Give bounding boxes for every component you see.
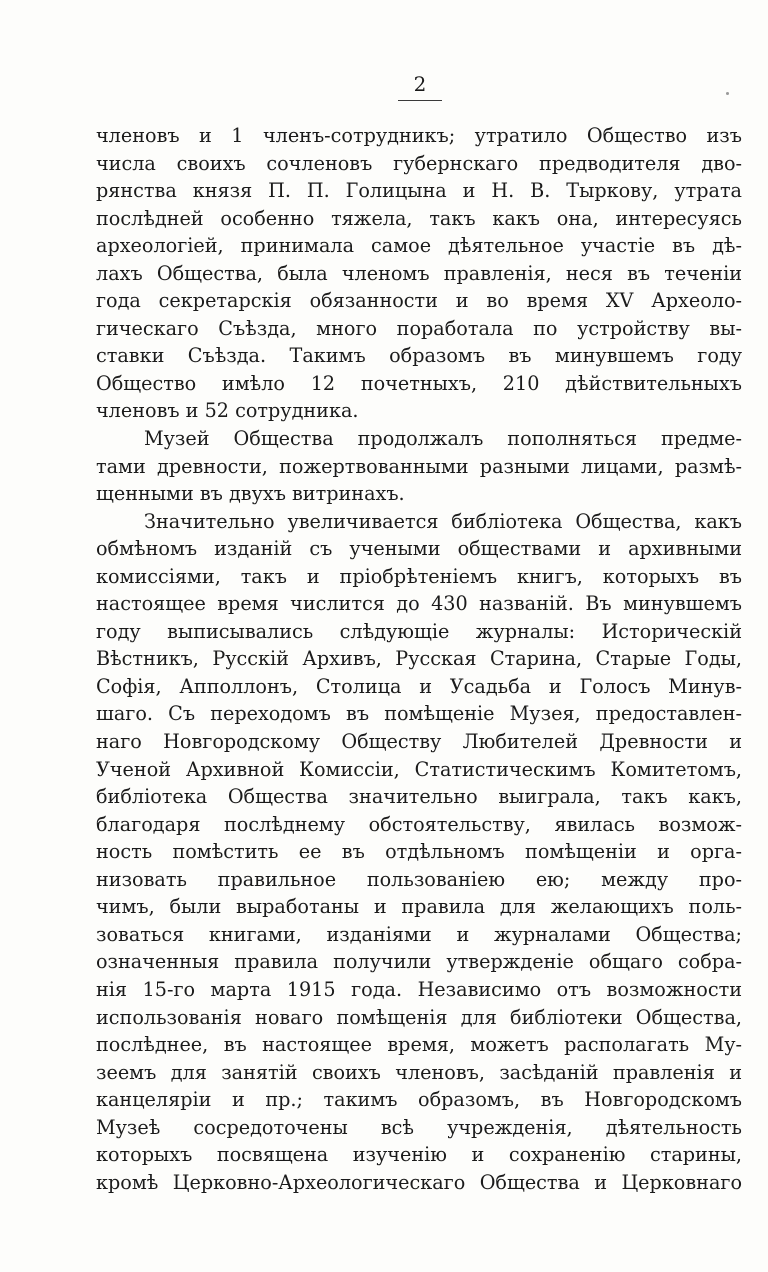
text-line: использованія новаго помѣщенія для библіотеки Общества, — [96, 1005, 742, 1029]
text-line: лахъ Общества, была членомъ правленія, неся въ теченіи — [96, 261, 742, 285]
text-line: низовать правильное пользованіею ею; между про- — [96, 867, 742, 891]
text-line: благодаря послѣднему обстоятельству, явилась возмож- — [96, 812, 742, 836]
text-line: членовъ и 1 членъ-сотрудникъ; утратило Общество изъ — [96, 124, 742, 147]
text-line: означенныя правила получили утвержденіе общаго собра- — [96, 950, 742, 974]
text-line: Вѣстникъ, Русскій Архивъ, Русская Старина, Старые Годы, — [96, 647, 742, 671]
text-line: комиссіями, такъ и пріобрѣтеніемъ книгъ, которыхъ въ — [96, 564, 742, 588]
text-line: кромѣ Церковно-Археологическаго Общества и Церковнаго — [96, 1170, 742, 1194]
text-line: настоящее время числится до 430 названій. Въ минувшемъ — [96, 592, 742, 616]
page-number: 2 — [413, 72, 427, 96]
text-line: года секретарскія обязанности и во время XV Археоло- — [96, 289, 742, 313]
text-line: ность помѣстить ее въ отдѣльномъ помѣщеніи и орга- — [96, 840, 742, 864]
text-line: наго Новгородскому Обществу Любителей Древности и — [96, 730, 742, 754]
text-line: Общество имѣло 12 почетныхъ, 210 дѣйствительныхъ — [96, 371, 742, 395]
text-line: числа своихъ сочленовъ губернскаго предводителя дво- — [96, 151, 742, 175]
text-line: году выписывались слѣдующіе журналы: Историческій — [96, 619, 742, 643]
text-line: рянства князя П. П. Голицына и Н. В. Тыркову, утрата — [96, 179, 742, 203]
text-line: нія 15-го марта 1915 года. Независимо отъ возможности — [96, 977, 742, 1001]
text-line: Музеѣ сосредоточены всѣ учрежденія, дѣятельность — [96, 1115, 742, 1139]
text-line: канцеляріи и пр.; такимъ образомъ, въ Новгородскомъ — [96, 1088, 742, 1112]
page-number-rule — [398, 100, 442, 101]
text-line: Ученой Архивной Комиссіи, Статистическимъ Комитетомъ, — [96, 757, 742, 781]
text-line: членовъ и 52 сотрудника. — [96, 399, 359, 423]
text-line: послѣднее, въ настоящее время, можетъ располагать Му- — [96, 1033, 742, 1057]
text-line: щенными въ двухъ витринахъ. — [96, 482, 405, 506]
text-line: археологіей, принимала самое дѣятельное участіе въ дѣ- — [96, 234, 742, 258]
text-line: Музей Общества продолжалъ пополняться предме- — [144, 427, 742, 451]
body-text — [96, 122, 742, 1196]
text-line: гическаго Съѣзда, много поработала по устройству вы- — [96, 316, 742, 340]
text-line: Значительно увеличивается библіотека Общества, какъ — [144, 509, 742, 533]
text-line: Софія, Апполлонъ, Столица и Усадьба и Голосъ Минув- — [96, 674, 742, 698]
text-line: библіотека Общества значительно выиграла, такъ какъ, — [96, 785, 742, 809]
text-line: послѣдней особенно тяжела, такъ какъ она, интересуясь — [96, 206, 742, 230]
text-line: обмѣномъ изданій съ учеными обществами и архивными — [96, 537, 742, 561]
paper-speck — [726, 92, 729, 95]
text-line: чимъ, были выработаны и правила для желающихъ поль- — [96, 895, 742, 919]
text-line: ставки Съѣзда. Такимъ образомъ въ минувшемъ году — [96, 344, 742, 368]
text-line: тами древности, пожертвованными разными лицами, размѣ- — [96, 454, 742, 478]
text-line: зоваться книгами, изданіями и журналами Общества; — [96, 922, 742, 946]
text-line: шаго. Съ переходомъ въ помѣщеніе Музея, предоставлен- — [96, 702, 742, 726]
text-line: зеемъ для занятій своихъ членовъ, засѣданій правленія и — [96, 1060, 742, 1084]
text-line: которыхъ посвящена изученію и сохраненію старины, — [96, 1143, 742, 1167]
